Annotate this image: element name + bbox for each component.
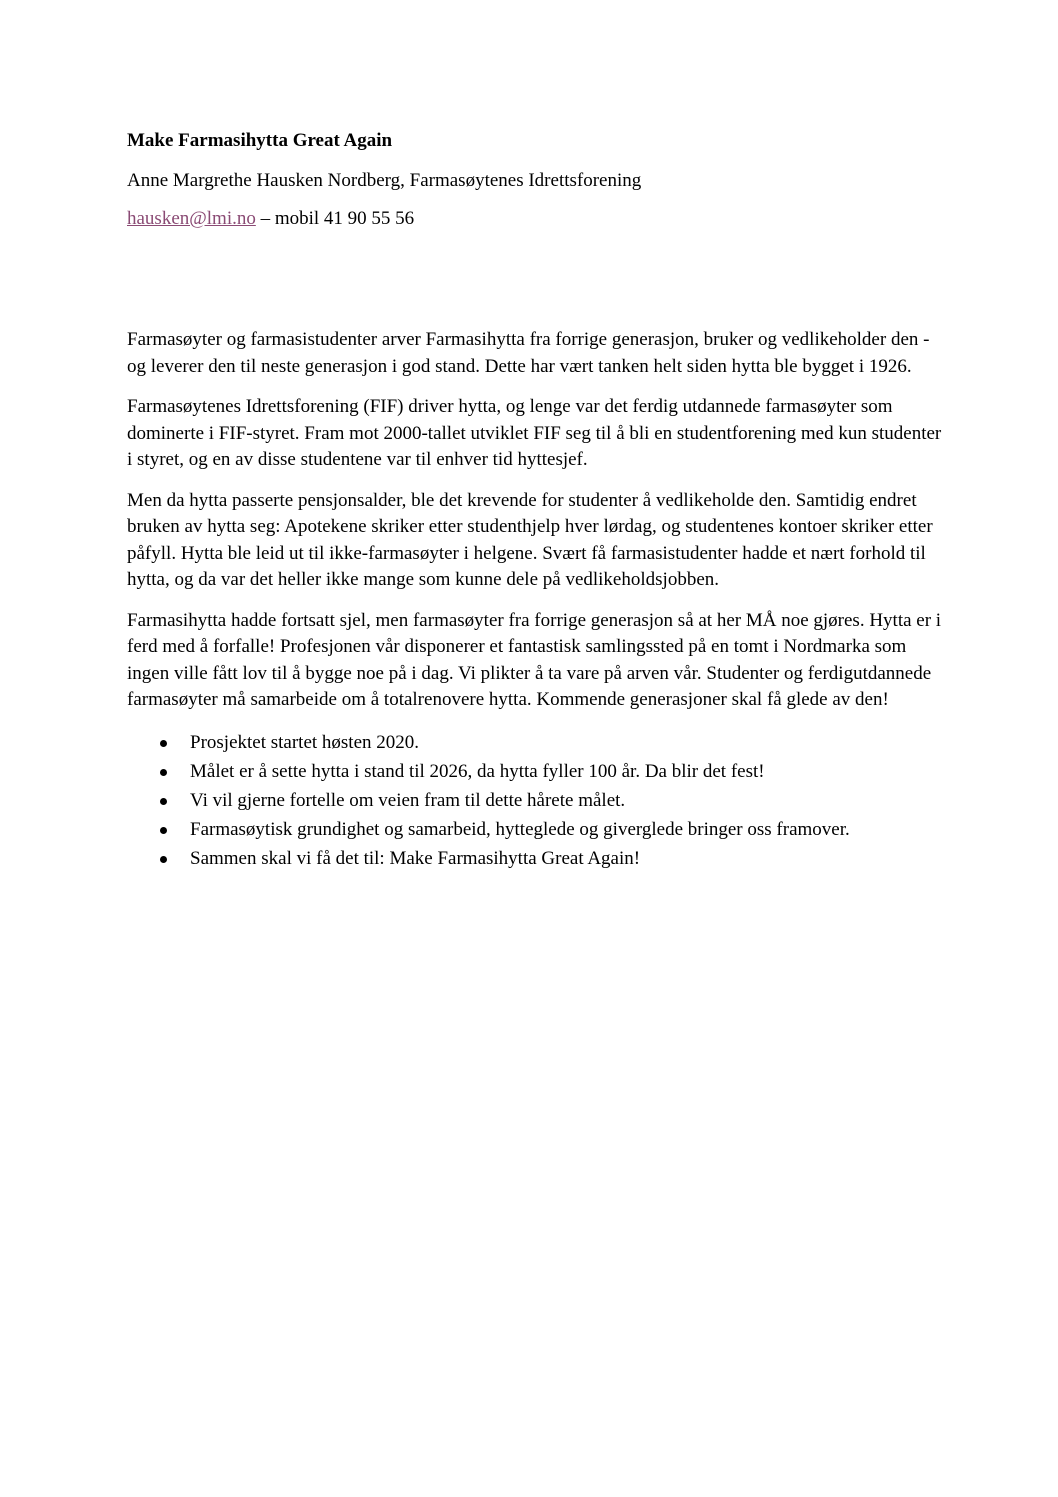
bullet-icon xyxy=(160,769,167,776)
bullet-list xyxy=(127,728,947,873)
list-item-text: Vi vil gjerne fortelle om veien fram til dette hårete målet. xyxy=(190,789,626,811)
paragraph: Farmasøytenes Idrettsforening (FIF) driver hytta, og lenge var det ferdig utdannede farmasøyter som dominerte i FIF-styret. Fram mot 2000-tallet utviklet FIF seg til å bli en studentforening med kun studenter i styret, og en av disse studentene var til enhver tid hyttesjef. xyxy=(127,396,942,470)
email-link[interactable]: hausken@lmi.no xyxy=(127,208,256,229)
list-item-text: Sammen skal vi få det til: Make Farmasihytta Great Again! xyxy=(190,847,641,869)
list-item xyxy=(127,757,947,786)
body-text xyxy=(127,327,947,873)
list-item xyxy=(127,786,947,815)
bullet-icon xyxy=(160,740,167,747)
document-title: Make Farmasihytta Great Again xyxy=(127,130,393,151)
paragraph: Farmasihytta hadde fortsatt sjel, men farmasøyter fra forrige generasjon så at her MÅ noe gjøres. Hytta er i ferd med å forfalle! Profesjonen vår disponerer et fantastisk samlingssted på en tomt i Nordmarka som ingen ville fått lov til å bygge noe på i dag. Vi plikter å ta vare på arven vår. Studenter og ferdigutdannede farmasøyter må samarbeide om å totalrenovere hytta. Kommende generasjoner skal få glede av den! xyxy=(127,609,942,710)
list-item-text: Målet er å sette hytta i stand til 2026, da hytta fyller 100 år. Da blir det fest! xyxy=(190,760,765,782)
paragraph: Men da hytta passerte pensjonsalder, ble det krevende for studenter å vedlikeholde den. Samtidig endret bruken av hytta seg: Apotekene skriker etter studenthjelp hver lørdag, og studentenes kontoer skriker etter påfyll. Hytta ble leid ut til ikke-farmasøyter i helgene. Svært få farmasistudenter hadde et nært forhold til hytta, og da var det heller ikke mange som kunne dele på vedlikeholdsjobben. xyxy=(127,489,933,590)
list-item xyxy=(127,815,947,844)
list-item-text: Prosjektet startet høsten 2020. xyxy=(190,731,420,753)
bullet-icon xyxy=(160,798,167,805)
bullet-icon xyxy=(160,856,167,863)
list-item xyxy=(127,728,947,757)
contact-line xyxy=(127,207,414,231)
bullet-icon xyxy=(160,827,167,834)
paragraph: Farmasøyter og farmasistudenter arver Farmasihytta fra forrige generasjon, bruker og vedlikeholder den - og leverer den til neste generasjon i god stand. Dette har vært tanken helt siden hytta ble bygget i 1926. xyxy=(127,329,930,377)
phone-text: – mobil 41 90 55 56 xyxy=(255,208,415,229)
list-item-text: Farmasøytisk grundighet og samarbeid, hytteglede og giverglede bringer oss framover. xyxy=(190,818,850,840)
author-line: Anne Margrethe Hausken Nordberg, Farmasøytenes Idrettsforening xyxy=(127,170,642,191)
list-item xyxy=(127,844,947,873)
